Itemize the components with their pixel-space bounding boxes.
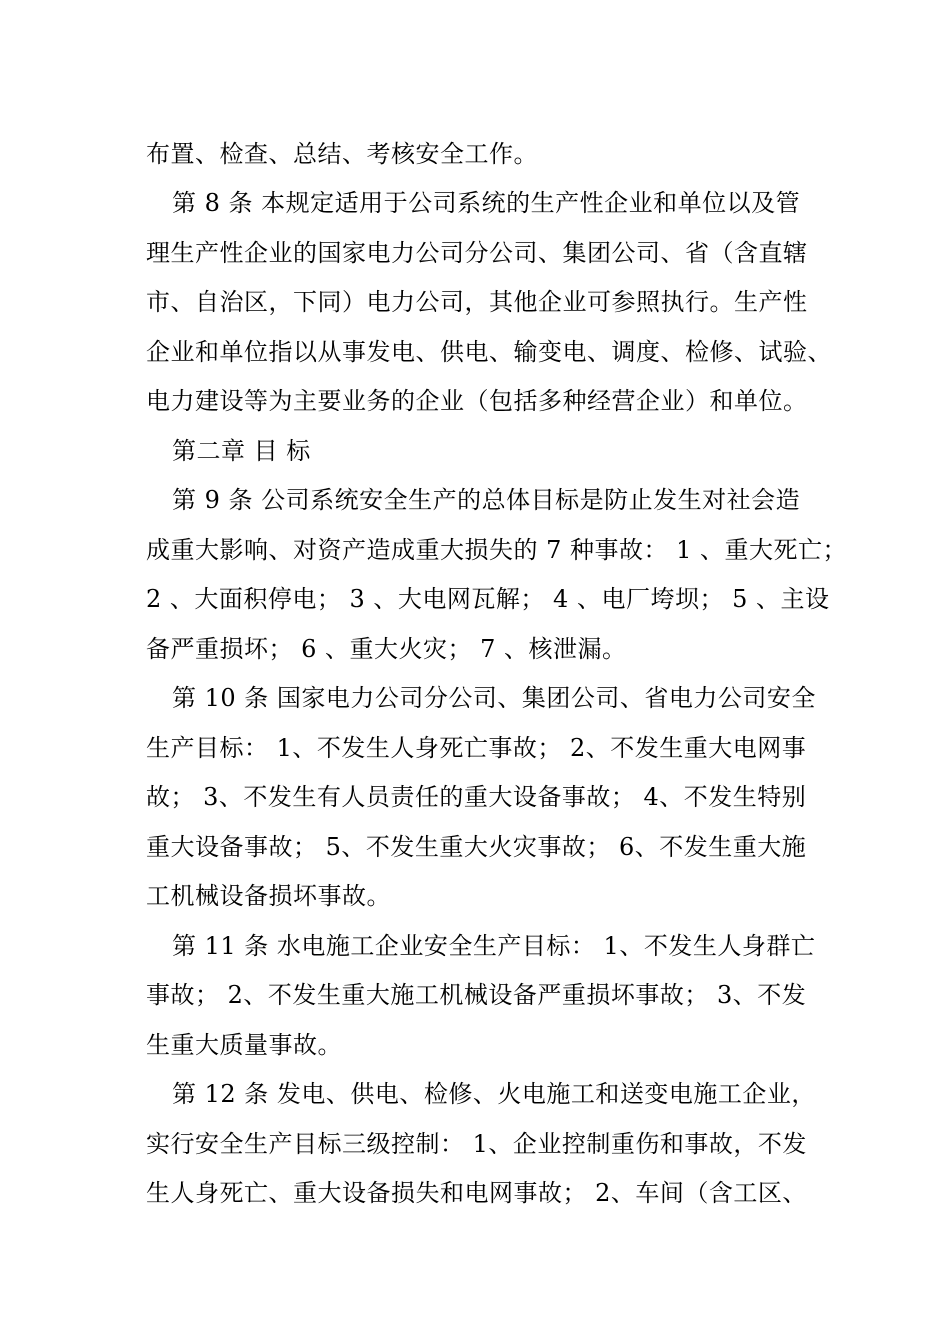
article-10-heading-line: 第 10 条 国家电力公司分公司、集团公司、省电力公司安全 xyxy=(172,684,816,712)
article-12-heading-line: 第 12 条 发电、供电、检修、火电施工和送变电施工企业， xyxy=(172,1080,816,1108)
text-line: 故； 3、不发生有人员责任的重大设备事故； 4、不发生特别 xyxy=(146,783,807,811)
text-line: 重大设备事故； 5、不发生重大火灾事故； 6、不发生重大施 xyxy=(146,833,807,861)
article-9-heading-line: 第 9 条 公司系统安全生产的总体目标是防止发生对社会造 xyxy=(172,486,801,514)
text-line: 企业和单位指以从事发电、供电、输变电、调度、检修、试验、 xyxy=(146,338,832,366)
text-line: 生人身死亡、重大设备损失和电网事故； 2、车间（含工区、 xyxy=(146,1179,807,1207)
article-8-heading-line: 第 8 条 本规定适用于公司系统的生产性企业和单位以及管 xyxy=(172,189,801,217)
text-line: 电力建设等为主要业务的企业（包括多种经营企业）和单位。 xyxy=(146,387,808,415)
text-line: 成重大影响、对资产造成重大损失的 7 种事故： 1 、重大死亡； xyxy=(146,536,848,564)
chapter-2-heading: 第二章 目 标 xyxy=(172,437,311,465)
text-line: 工机械设备损坏事故。 xyxy=(146,882,391,910)
text-line: 布置、检查、总结、考核安全工作。 xyxy=(146,140,538,168)
text-line: 实行安全生产目标三级控制： 1、企业控制重伤和事故，不发 xyxy=(146,1130,807,1158)
text-line: 生重大质量事故。 xyxy=(146,1031,342,1059)
text-line: 生产目标： 1、不发生人身死亡事故； 2、不发生重大电网事 xyxy=(146,734,807,762)
text-line: 理生产性企业的国家电力公司分公司、集团公司、省（含直辖 xyxy=(146,239,808,267)
text-line: 市、自治区，下同）电力公司，其他企业可参照执行。生产性 xyxy=(146,288,808,316)
text-line: 备严重损坏； 6 、重大火灾； 7 、核泄漏。 xyxy=(146,635,627,663)
text-line: 2 、大面积停电； 3 、大电网瓦解； 4 、电厂垮坝； 5 、主设 xyxy=(146,585,830,613)
article-11-heading-line: 第 11 条 水电施工企业安全生产目标： 1、不发生人身群亡 xyxy=(172,932,816,960)
text-line: 事故； 2、不发生重大施工机械设备严重损坏事故； 3、不发 xyxy=(146,981,807,1009)
